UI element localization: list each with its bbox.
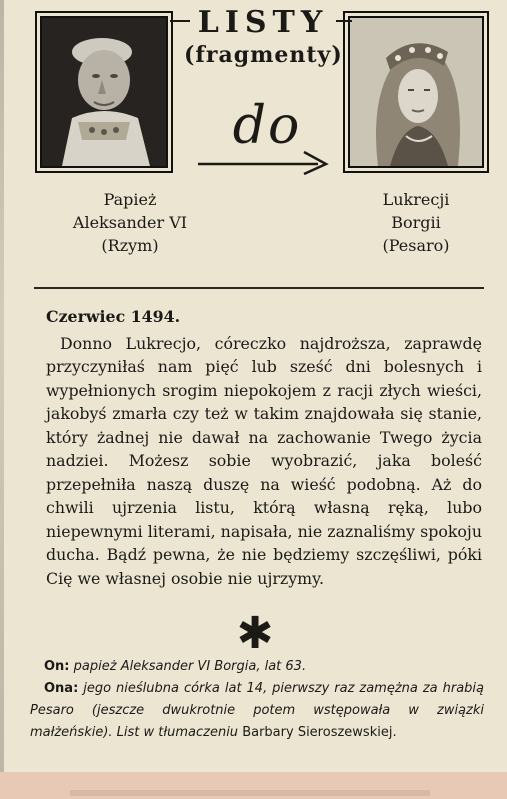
note-ona-label: Ona:: [44, 681, 79, 696]
note-ona-text: jego nieślubna córka lat 14, pierwszy raz zamężna za hrabią Pesaro (jeszcze dwukrotnie potem wstępowała w związki małżeńskie). List w tłumaczeniu: [30, 681, 484, 740]
sender-name: Aleksander VI: [72, 213, 188, 232]
note-on-label: On:: [44, 659, 70, 674]
lady-portrait-icon: [350, 18, 482, 166]
sender-place: (Rzym): [101, 236, 159, 255]
note-ona: [30, 678, 484, 744]
sender-title: Papież: [103, 190, 157, 209]
arrow-right-icon: [196, 140, 336, 176]
letter: [46, 305, 482, 590]
recipient-caption: [336, 188, 496, 257]
asterisk-separator: ✱: [236, 608, 274, 659]
binding-edge: [0, 0, 4, 799]
bottom-band-shade: [70, 790, 430, 796]
bottom-band: [0, 772, 507, 799]
note-on: [30, 656, 484, 678]
note-on-text: papież Aleksander VI Borgia, lat 63.: [73, 659, 307, 674]
pope-portrait: [40, 16, 168, 168]
letter-body: Donno Lukrecjo, córeczko najdroższa, zaprawdę przyczyniłaś nam pięć lub sześć dni bolesnych i wypełnionych srogim niepokojem z racji złych wieści, jakobyś zmarła czy też w takim znajdowała się stanie, który żadnej nie dawał na zachowanie Twego życia nadziei. Możesz sobie wyobrazić, jaka boleść przepełniła naszą duszę na wieść podobną. Aż do chwili ujrzenia listu, którą własną ręką, lubo niepewnymi literami, napisała, nie zaznaliśmy spokoju ducha. Bądź pewna, że nie będziemy szczęśliwi, póki Cię we własnej osobie nie ujrzymy.: [46, 333, 482, 588]
page-title: LISTY: [197, 5, 329, 40]
title-rule-left: [170, 20, 190, 22]
note-translator: Barbary Sieroszewskiej.: [242, 725, 397, 740]
section-divider: [34, 287, 484, 289]
recipient-surname: Borgii: [391, 213, 441, 232]
connector-word: do: [232, 96, 302, 156]
recipient-place: (Pesaro): [382, 236, 450, 255]
pope-portrait-icon: [42, 18, 166, 166]
sender-caption: [50, 188, 210, 257]
lukrecja-portrait: [348, 16, 484, 168]
page-subtitle: (fragmenty): [184, 42, 343, 68]
title-rule-right: [336, 20, 352, 22]
recipient-first-name: Lukrecji: [382, 190, 450, 209]
footnotes: [30, 656, 484, 744]
letter-dateline: Czerwiec 1494.: [46, 307, 181, 326]
